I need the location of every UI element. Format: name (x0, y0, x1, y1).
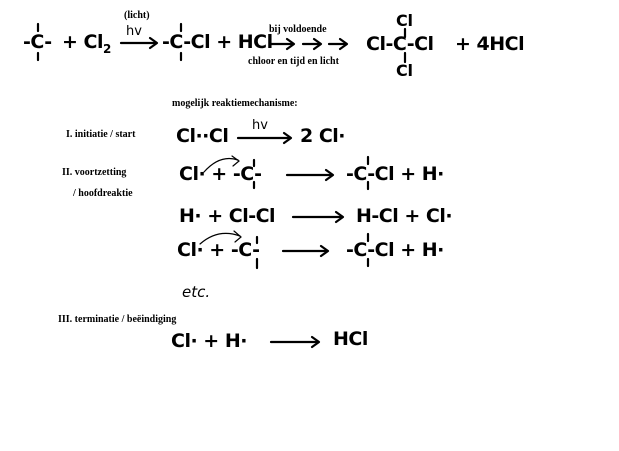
step-1-right: 2 Cl· (300, 125, 346, 147)
step-2-etc: etc. (182, 283, 211, 301)
ccl4-cl-bottom: Cl (396, 61, 413, 80)
step-2-eq1-right: -C-Cl + H· (346, 163, 444, 185)
step-1-label: I. initiatie / start (66, 129, 136, 140)
step-2-eq3-left: Cl· + -C- (177, 239, 260, 261)
step-2-eq2-left: H· + Cl-Cl (179, 205, 276, 227)
cl2-subscript: 2 (103, 41, 111, 56)
step-3-right: HCl (333, 328, 368, 350)
reactant-chlorine (62, 33, 111, 55)
condition-bij-voldoende: bij voldoende (269, 24, 327, 35)
hv-label-1: hv (126, 24, 142, 39)
step-2-eq2-right: H-Cl + Cl· (356, 205, 453, 227)
step-1-left: Cl··Cl (176, 125, 229, 147)
step-3-label: III. terminatie / beëindiging (58, 314, 177, 325)
plus-cl2-text: + Cl (62, 31, 103, 53)
ccl4-row: Cl-C-Cl (366, 33, 434, 55)
step-2-eq1-left: Cl· + -C- (179, 163, 262, 185)
step-3-left: Cl· + H· (171, 330, 247, 352)
step-2-label-line2: / hoofdreaktie (73, 188, 133, 199)
step-1-hv: hv (252, 118, 268, 133)
step-2-label-line1: II. voortzetting (62, 167, 127, 178)
condition-chloor-tijd-licht: chloor en tijd en licht (248, 56, 339, 67)
mechanism-heading: mogelijk reaktiemechanisme: (172, 98, 298, 109)
ccl4-cl-top: Cl (396, 11, 413, 30)
step-2-eq3-right: -C-Cl + H· (346, 239, 444, 261)
product-chloroalkane-hcl: -C-Cl + HCl (162, 31, 273, 53)
reactant-carbon: -C- (23, 31, 52, 53)
condition-licht: (licht) (124, 10, 150, 21)
product-4hcl: + 4HCl (455, 33, 525, 55)
